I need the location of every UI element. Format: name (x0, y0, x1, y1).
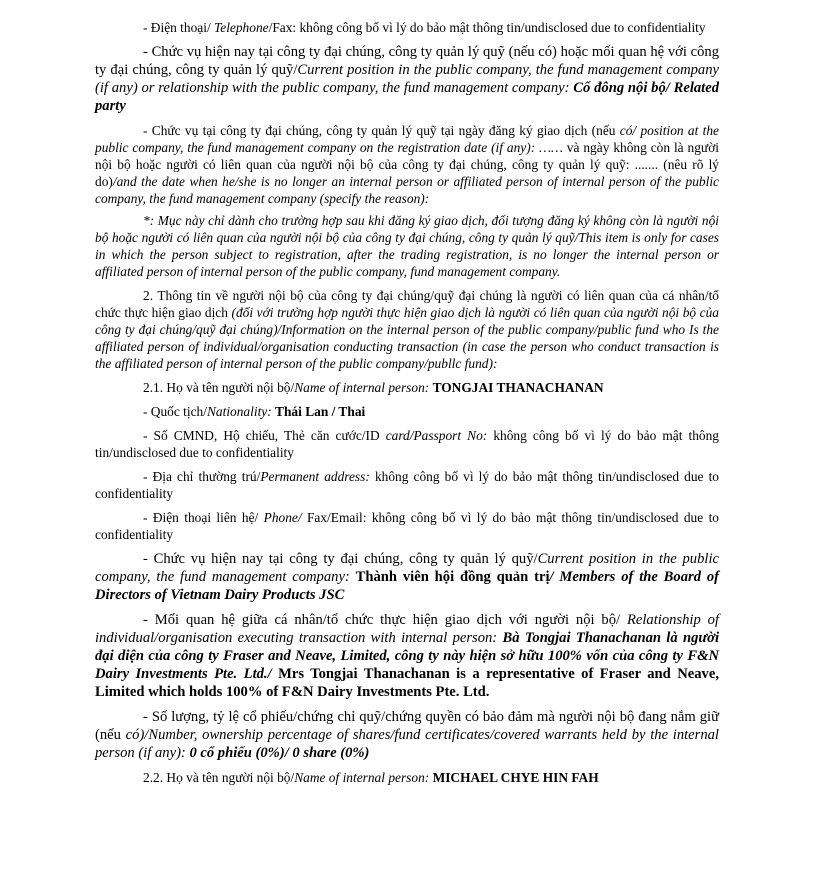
text-run-italic: Current position in the public company, the fund management company: (95, 551, 719, 585)
note-text: *: Mục này chỉ dành cho trường hợp sau khi đăng ký giao dịch, đối tượng đăng ký không còn là người nội bộ hoặc người có liên quan của người nội bộ của công ty đại chúng, công ty quản lý quỹ/This item is only for cases in which the person subject to registration, after the trading registration, is no longer the internal person or affiliated person of internal person of the public company, fund management company. (95, 213, 719, 279)
internal-person-name-value: TONGJAI THANACHANAN (432, 380, 604, 395)
text-run-italic: Phone/ (263, 510, 307, 525)
text-run-italic: Telephone (214, 20, 269, 35)
note-paragraph (95, 212, 719, 280)
text-run-italic: Current position in the public company, the fund management company (if any) or relationship with the public company, the fund management company: (95, 62, 719, 96)
relationship-value: Bà Tongjai Thanachanan là người đại diện của công ty Fraser and Neave, Limited, công ty này hiện sở hữu 100% vốn của công ty F&N Dairy Investments Pte. Ltd./ (95, 630, 719, 682)
text-run-italic: Name of internal person: (294, 380, 433, 395)
text-run: - Chức vụ hiện nay tại công ty đại chúng, công ty quản lý quỹ/ (143, 551, 538, 567)
text-run: - Điện thoại liên hệ/ (143, 510, 264, 525)
text-run: - Địa chỉ thường trú/ (143, 469, 261, 484)
text-run: 2.2. Họ và tên người nội bộ/ (143, 770, 295, 785)
text-run-italic: /and the date when he/she is no longer an internal person or affiliated person of internal person of the public company, the fund management company (specify the reason): (95, 174, 719, 206)
shares-held-value: 0 cổ phiếu (0%)/ 0 share (0%) (189, 745, 370, 761)
text-run-italic: Relationship of individual/organisation executing transaction with internal person: (95, 612, 720, 646)
text-run: /Fax: không công bố vì lý do bảo mật thông tin/undisclosed due to confidentiality (268, 20, 706, 35)
internal-person-position-paragraph (95, 550, 719, 604)
telephone-fax-paragraph (95, 19, 719, 36)
text-run: 2.1. Họ và tên người nội bộ/ (143, 380, 295, 395)
position-value-english: / Members of the Board of Directors of Vietnam Dairy Products JSC (95, 569, 719, 603)
nationality-paragraph (95, 403, 719, 420)
relationship-value-english: Mrs Tongjai Thanachanan is a representative of Fraser and Neave, Limited which holds 100% of F&N Dairy Investments Pte. Ltd. (95, 666, 719, 700)
text-run: - Mối quan hệ giữa cá nhân/tổ chức thực hiện giao dịch với người nội bộ/ (143, 612, 627, 628)
text-run: - Số CMND, Hộ chiếu, Thẻ căn cước/ID (143, 428, 386, 443)
id-number-paragraph (95, 427, 719, 461)
text-run-italic: có)/Number, ownership percentage of shares/fund certificates/covered warrants held by the internal person (if any): (95, 727, 719, 761)
text-run: - Chức vụ tại công ty đại chúng, công ty quản lý quỹ tại ngày đăng ký giao dịch (nếu (143, 123, 620, 138)
text-run-italic: card/Passport No: (385, 428, 494, 443)
internal-person-name-paragraph (95, 379, 719, 396)
text-run: - Chức vụ hiện nay tại công ty đại chúng, công ty quản lý quỹ (nếu có) hoặc mối quan hệ với công ty đại chúng, công ty quản lý quỹ/ (95, 44, 719, 78)
internal-person-2-name-paragraph (95, 769, 719, 786)
contact-phone-paragraph (95, 509, 719, 543)
related-party-value: Cổ đông nội bộ/ Related party (95, 80, 720, 114)
document-body (95, 19, 719, 786)
position-at-registration-paragraph (95, 122, 719, 207)
text-run-italic: Name of internal person: (294, 770, 433, 785)
text-run: - Điện thoại/ (143, 20, 215, 35)
text-run: - Quốc tịch/ (143, 404, 207, 419)
text-run: 2. Thông tin về người nội bộ của công ty đại chúng/quỹ đại chúng là người có liên quan của cá nhân/tổ chức thực hiện giao dịch (95, 288, 719, 320)
text-run: không công bố vì lý do bảo mật thông tin/undisclosed due to confidentiality (95, 469, 719, 501)
position-value: Thành viên hội đồng quản trị (355, 569, 550, 585)
shares-held-paragraph (95, 708, 719, 762)
text-run-italic: (đối với trường hợp người thực hiện giao dịch là người có liên quan của người nội bộ của công ty đại chúng/quỹ đại chúng)/Information on the internal person of the public company/public fund who Is the affiliated person of individual/organisation conducting transaction (in case the person who conduct transaction is the affiliated person of internal person of the public company/publlc fund): (95, 305, 720, 371)
text-run-italic: có/ position at the public company, the fund management company on the registration date (if any): …… (95, 123, 719, 155)
text-run: - Số lượng, tỷ lệ cổ phiếu/chứng chỉ quỹ/chứng quyền có bảo đảm mà người nội bộ đang nắm giữ (nếu (95, 709, 719, 743)
permanent-address-paragraph (95, 468, 719, 502)
current-position-paragraph (95, 43, 719, 115)
relationship-paragraph (95, 611, 719, 701)
nationality-value: Thái Lan / Thai (275, 404, 366, 419)
text-run-italic: Permanent address: (260, 469, 375, 484)
text-run: và ngày không còn là người nội bộ hoặc người có liên quan của người nội bộ của công ty đại chúng, công ty quản lý quỹ: ....... (nêu rõ lý do) (95, 140, 719, 189)
text-run: không công bố vì lý do bảo mật thông tin/undisclosed due to confidentiality (95, 428, 719, 460)
text-run-italic: Nationality: (206, 404, 276, 419)
internal-person-2-name-value: MICHAEL CHYE HIN FAH (432, 770, 599, 785)
text-run: Fax/Email: không công bố vì lý do bảo mật thông tin/undisclosed due to confidentiality (95, 510, 719, 542)
section-2-heading-paragraph (95, 287, 719, 372)
